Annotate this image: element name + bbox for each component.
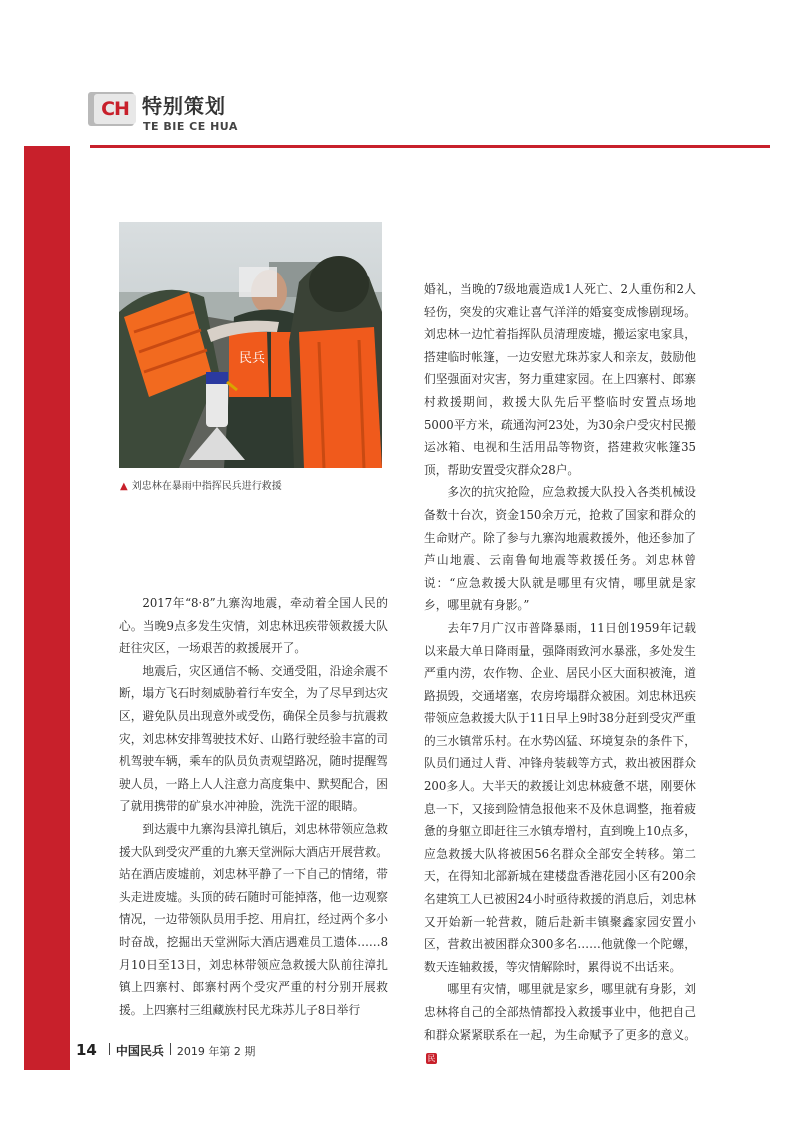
article-paragraph: 多次的抗灾抢险，应急救援大队投入各类机械设备数十台次，资金150余万元，抢救了国家和群众的生命财产。除了参与九寨沟地震救援外，他还参加了芦山地震、云南鲁甸地震等救援任务。刘忠林曾说：“应急救援大队就是哪里有灾情，哪里就是家乡，哪里就有身影。”: [424, 485, 696, 613]
article-paragraph-last: [424, 978, 696, 1068]
article-paragraph-text: 哪里有灾情，哪里就是家乡，哪里就有身影，刘忠林将自己的全部热情都投入救援事业中，他把自己和群众紧紧联系在一起，为生命赋予了更多的意义。: [424, 982, 696, 1042]
footer-divider: [109, 1043, 110, 1055]
section-badge: [88, 92, 134, 126]
article-paragraph: 2017年“8·8”九寨沟地震，牵动着全国人民的心。当晚9点多发生灾情，刘忠林迅疾带领救援大队赶往灾区，一场艰苦的救援展开了。: [119, 596, 388, 656]
caption-text: 刘忠林在暴雨中指挥民兵进行救援: [131, 481, 282, 492]
article-column-right: [424, 278, 696, 1069]
header-rule: [90, 145, 770, 148]
article-column-left: [119, 592, 388, 1021]
left-accent-bar: [24, 146, 70, 1070]
end-mark-icon: 民: [427, 1053, 436, 1063]
page-number: 14: [76, 1041, 97, 1059]
vest-text: 民兵: [239, 351, 266, 366]
badge-label: CH: [94, 94, 136, 124]
section-title: 特别策划: [142, 94, 226, 118]
footer-divider: [170, 1043, 171, 1055]
article-paragraph: 到达震中九寨沟县漳扎镇后，刘忠林带领应急救援大队到受灾严重的九寨天堂洲际大酒店开展营救。站在酒店废墟前，刘忠林平静了一下自己的情绪，带头走进废墟。头顶的砖石随时可能掉落，他一边观察情况，一边带领队员用手挖、用肩扛，经过两个多小时奋战，挖掘出天堂洲际大酒店遇难员工遗体……8月10日至13日，刘忠林带领应急救援大队前往漳扎镇上四寨村、郎寨村两个受灾严重的村分别开展救援。上四寨村三组藏族村民尤珠苏儿子8日举行: [119, 821, 388, 1017]
rescue-photo-illustration: [119, 222, 382, 468]
section-pinyin: TE BIE CE HUA: [143, 120, 238, 133]
caption-marker: ▲: [120, 481, 128, 492]
photo-caption: [120, 477, 282, 492]
magazine-name: 中国民兵: [115, 1044, 164, 1058]
issue-label: 2019 年第 2 期: [176, 1045, 256, 1058]
article-paragraph: 婚礼，当晚的7级地震造成1人死亡、2人重伤和2人轻伤，突发的灾难让喜气洋洋的婚宴变成惨剧现场。刘忠林一边忙着指挥队员清理废墟，搬运家电家具，搭建临时帐篷，一边安慰尤珠苏家人和亲友，鼓励他们坚强面对灾害，努力重建家园。在上四寨村、郎寨村救援期间，救援大队先后平整临时安置点场地5000平方米，疏通沟河23处，为30余户受灾村民搬运冰箱、电视和生活用品等物资，搭建救灾帐篷35顶，帮助安置受灾群众28户。: [424, 282, 696, 477]
rescue-photo: [119, 222, 382, 468]
article-paragraph: 地震后，灾区通信不畅、交通受阻，沿途余震不断，塌方飞石时刻威胁着行车安全，为了尽早到达灾区，避免队员出现意外或受伤，确保全员参与抗震救灾，刘忠林安排驾驶技术好、山路行驶经验丰富的司机驾驶车辆，乘车的队员负责观望路况，随时提醒驾驶人员，一路上人人注意力高度集中、默契配合，困了就用携带的矿泉水冲神脸，洗洗干涩的眼睛。: [119, 663, 388, 814]
page-footer: [76, 1041, 255, 1059]
article-paragraph: 去年7月广汉市普降暴雨，11日创1959年记载以来最大单日降雨量，强降雨致河水暴涨，多处发生严重内涝，农作物、企业、居民小区大面积被淹，道路损毁，交通堵塞，农房垮塌群众被困。刘忠林迅疾带领应急救援大队于11日早上9时38分赶到受灾严重的三水镇常乐村。在水势凶猛、环境复杂的条件下，队员们通过人背、冲锋舟装载等方式，救出被困群众200多人。大半天的救援让刘忠林疲惫不堪，刚要休息一下，又接到险情急报他来不及休息调整，拖着疲惫的身躯立即赶往三水镇寿增村，直到晚上10点多，应急救援大队将被困56名群众全部安全转移。第二天，在得知北部新城在建楼盘香港花园小区有200余名建筑工人已被困24小时亟待救援的消息后，刘忠林又开始新一轮营救，随后赴新丰镇聚鑫家园安置小区，营救出被困群众300多名……他就像一个陀螺，数天连轴救援，等灾情解除时，累得说不出话来。: [424, 620, 696, 974]
